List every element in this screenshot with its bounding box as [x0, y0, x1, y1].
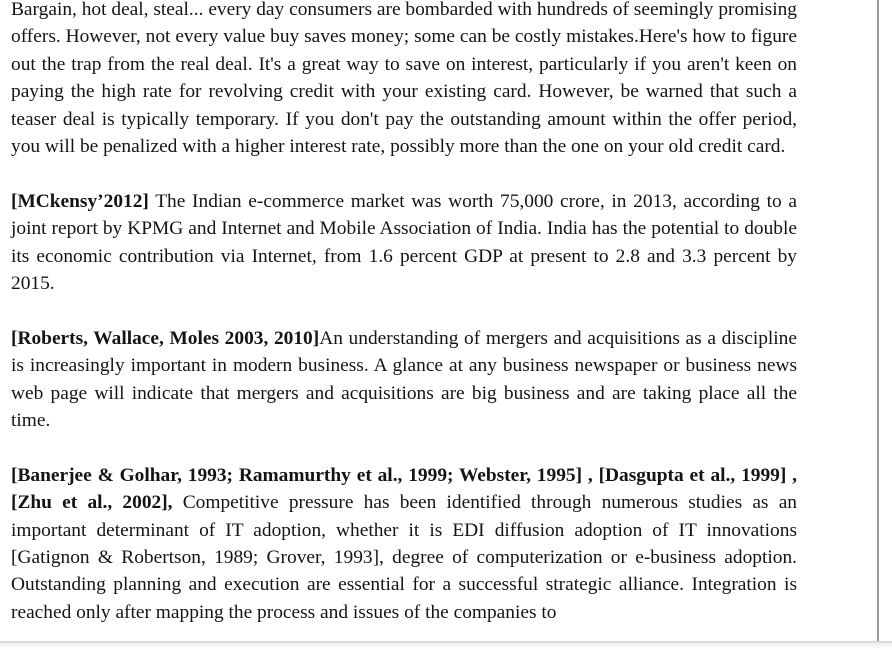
viewer-gutter [879, 0, 892, 642]
paragraph-roberts [11, 325, 797, 435]
paragraph-body: The Indian e-commerce market was worth 75,000 crore, in 2013, according to a joint report by KPMG and Internet and Mobile Association of India. India has the potential to double its economic contribution via Internet, from 1.6 percent GDP at present to 2.8 and 3.3 percent by 2015. [11, 190, 797, 295]
citation: [Roberts, Wallace, Moles 2003, 2010] [11, 327, 320, 349]
citation: [MCkensy’2012] [11, 190, 149, 212]
paragraph-banerjee [11, 462, 797, 626]
paragraph-mckensy [11, 188, 797, 298]
citation: [Banerjee & Golhar, 1993; Ramamurthy et al., 1999; Webster, 1995] , [Dasgupta et al., 1999] , [Zhu et al., 2002], [11, 464, 797, 514]
page-bottom-shadow [0, 641, 892, 650]
paragraph-body: An understanding of mergers and acquisitions as a discipline is increasingly important in modern business. A glance at any business newspaper or business news web page will indicate that mergers and acquisitions are big business and are taking place all the time. [11, 327, 797, 432]
paragraph-body: Bargain, hot deal, steal... every day consumers are bombarded with hundreds of seemingly promising offers. However, not every value buy saves money; some can be costly mistakes.Here's how to figure out the trap from the real deal. It's a great way to save on interest, particularly if you aren't keen on paying the high rate for revolving credit with your existing card. However, be warned that such a teaser deal is typically temporary. If you don't pay the outstanding amount within the offer period, you will be penalized with a higher interest rate, possibly more than the one on your old credit card. [11, 0, 797, 158]
document-text [11, 0, 797, 642]
paragraph-body: Competitive pressure has been identified through numerous studies as an important determinant of IT adoption, whether it is EDI diffusion adoption of IT innovations [Gatignon & Robertson, 1989; Grover, 1993], degree of computerization or e-business adoption. Outstanding planning and execution are essential for a successful strategic alliance. Integration is reached only after mapping the process and issues of the companies to [11, 492, 797, 623]
paragraph-intro [11, 0, 797, 160]
